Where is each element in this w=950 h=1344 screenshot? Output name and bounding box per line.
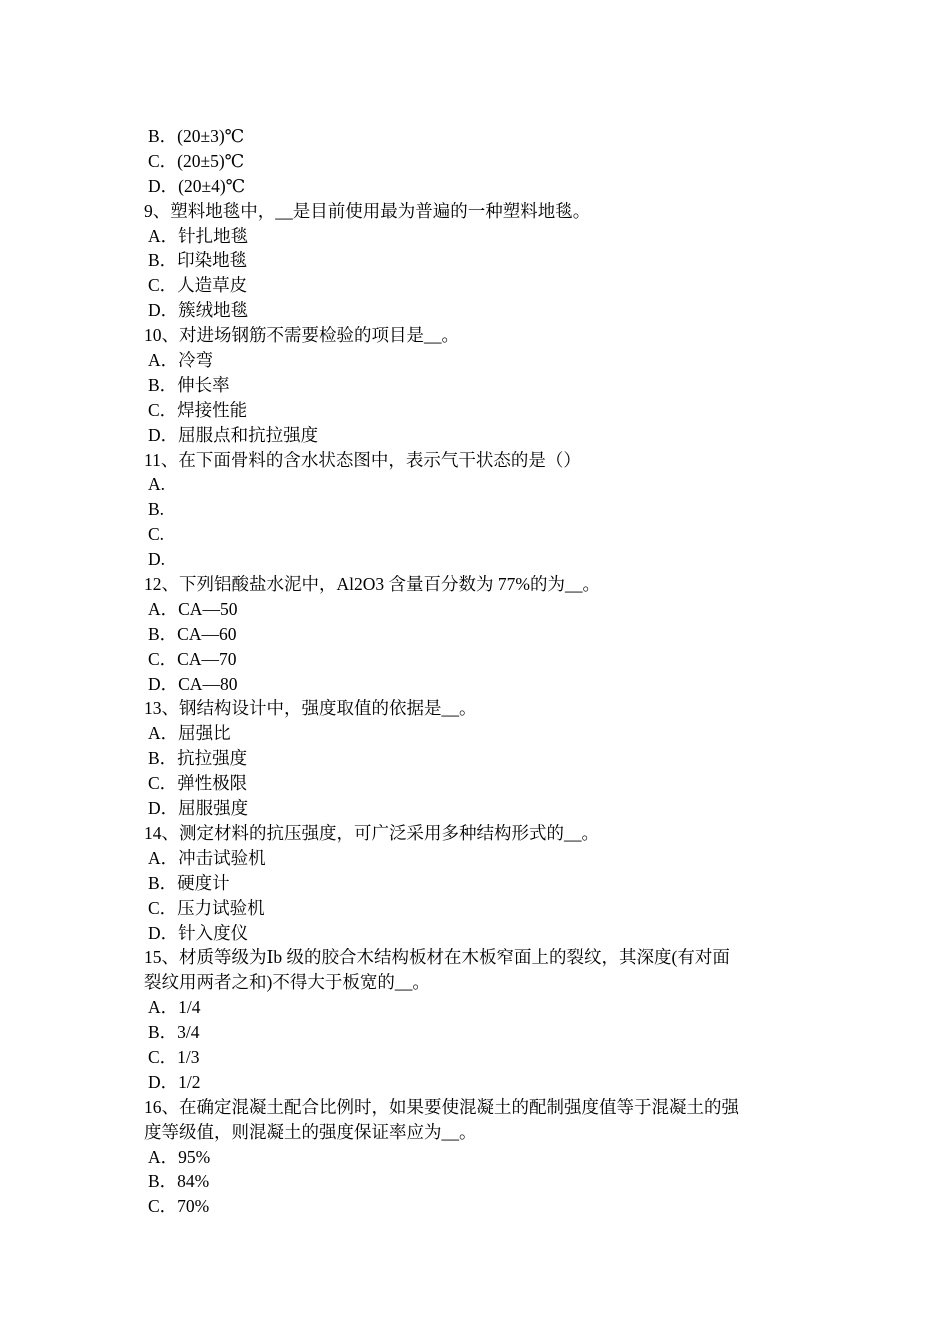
question-text: 11、在下面骨料的含水状态图中，表示气干状态的是（） <box>144 449 581 470</box>
answer-option: A．95% <box>148 1146 211 1167</box>
answer-option: A．针扎地毯 <box>148 225 249 246</box>
answer-option: D．CA—80 <box>148 673 238 694</box>
answer-option: C．70% <box>148 1196 210 1217</box>
answer-option: A．冷弯 <box>148 350 214 371</box>
answer-option: D．针入度仪 <box>148 922 249 943</box>
question-text: 16、在确定混凝土配合比例时，如果要使混凝土的配制强度值等于混凝土的强 <box>144 1096 739 1117</box>
question-text: 14、测定材料的抗压强度，可广泛采用多种结构形式的__。 <box>144 822 599 843</box>
question-text: 裂纹用两者之和)不得大于板宽的__。 <box>144 972 430 993</box>
answer-option: C．弹性极限 <box>148 773 248 794</box>
answer-option: B．CA—60 <box>148 623 237 644</box>
answer-option: B. <box>148 499 165 520</box>
question-text: 度等级值，则混凝土的强度保证率应为__。 <box>144 1121 477 1142</box>
answer-option: D．(20±4)℃ <box>148 175 246 196</box>
question-text: 15、材质等级为Ⅰb 级的胶合木结构板材在木板窄面上的裂纹，其深度(有对面 <box>144 947 730 968</box>
answer-option: C．CA—70 <box>148 648 237 669</box>
answer-option: B．印染地毯 <box>148 250 248 271</box>
document-page <box>144 124 810 1219</box>
answer-option: C．焊接性能 <box>148 399 248 420</box>
answer-option: A．屈强比 <box>148 723 231 744</box>
answer-option: C．压力试验机 <box>148 897 265 918</box>
answer-option: A．冲击试验机 <box>148 847 266 868</box>
answer-option: B．3/4 <box>148 1022 200 1043</box>
answer-option: C．人造草皮 <box>148 275 248 296</box>
question-text: 10、对进场钢筋不需要检验的项目是__。 <box>144 325 459 346</box>
answer-option: B．84% <box>148 1171 210 1192</box>
answer-option: D．1/2 <box>148 1071 201 1092</box>
answer-option: D．屈服点和抗拉强度 <box>148 424 319 445</box>
answer-option: D．簇绒地毯 <box>148 300 249 321</box>
answer-option: B．硬度计 <box>148 872 230 893</box>
answer-option: C．(20±5)℃ <box>148 150 245 171</box>
question-text: 12、下列铝酸盐水泥中，Al2O3 含量百分数为 77%的为__。 <box>144 574 600 595</box>
answer-option: B．伸长率 <box>148 374 230 395</box>
answer-option: A. <box>148 474 166 495</box>
answer-option: C. <box>148 524 165 545</box>
answer-option: C．1/3 <box>148 1046 200 1067</box>
question-text: 9、塑料地毯中，__是目前使用最为普遍的一种塑料地毯。 <box>144 200 591 221</box>
answer-option: D. <box>148 549 166 570</box>
answer-option: B．抗拉强度 <box>148 748 248 769</box>
answer-option: A．CA—50 <box>148 598 238 619</box>
answer-option: A．1/4 <box>148 997 201 1018</box>
question-text: 13、钢结构设计中，强度取值的依据是__。 <box>144 698 477 719</box>
answer-option: D．屈服强度 <box>148 798 249 819</box>
answer-option: B．(20±3)℃ <box>148 126 245 146</box>
